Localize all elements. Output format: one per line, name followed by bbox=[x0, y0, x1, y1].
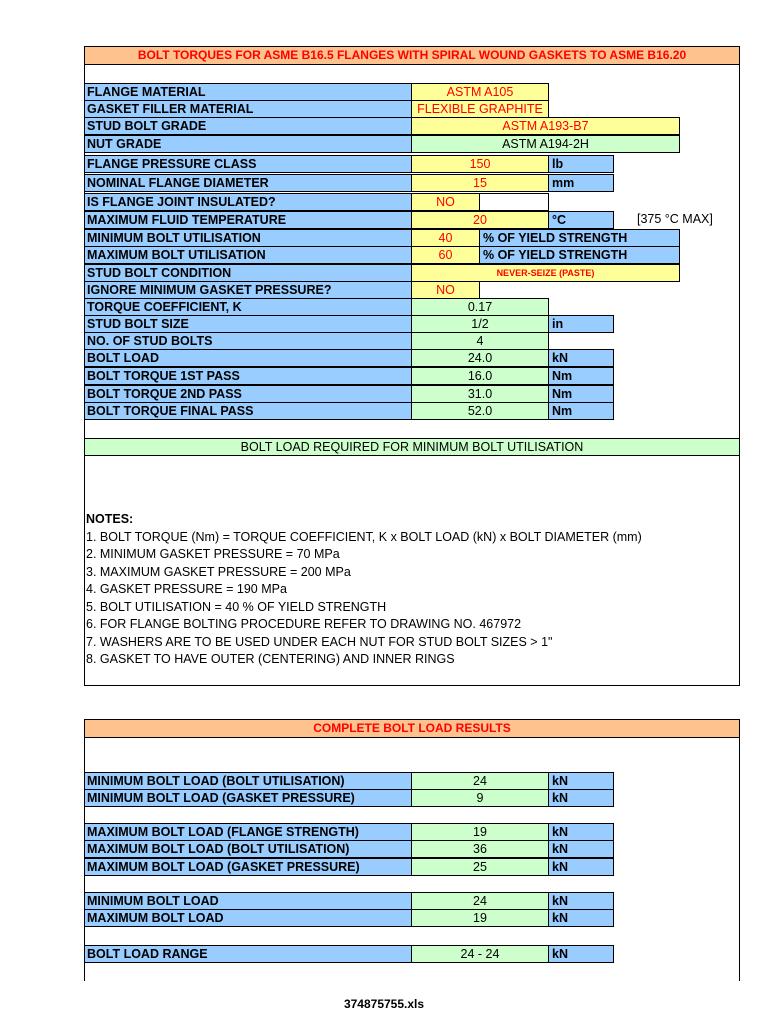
result-row-value: 36 bbox=[411, 840, 549, 858]
result-row-label: MINIMUM BOLT LOAD (GASKET PRESSURE) bbox=[84, 789, 412, 807]
result-row-value: 24 bbox=[411, 772, 549, 790]
torque-coeff-value: 0.17 bbox=[411, 298, 549, 316]
result-row-label: MAXIMUM BOLT LOAD (GASKET PRESSURE) bbox=[84, 858, 412, 876]
final-pass-unit: Nm bbox=[548, 402, 614, 420]
pressure-class-unit: lb bbox=[548, 155, 614, 173]
flange-material-value[interactable]: ASTM A105 bbox=[411, 83, 549, 101]
ignore-gasket-value[interactable]: NO bbox=[411, 281, 480, 299]
result-row-label: MINIMUM BOLT LOAD (BOLT UTILISATION) bbox=[84, 772, 412, 790]
pass2-label: BOLT TORQUE 2ND PASS bbox=[84, 385, 412, 403]
stud-condition-value[interactable]: NEVER-SEIZE (PASTE) bbox=[411, 264, 680, 282]
result-row-value: 9 bbox=[411, 789, 549, 807]
min-util-value[interactable]: 40 bbox=[411, 229, 480, 247]
note-line: 1. BOLT TORQUE (Nm) = TORQUE COEFFICIENT, K x BOLT LOAD (kN) x BOLT DIAMETER (mm) bbox=[86, 530, 642, 544]
gasket-filler-label: GASKET FILLER MATERIAL bbox=[84, 100, 412, 118]
final-pass-value: 52.0 bbox=[411, 402, 549, 420]
note-line: 8. GASKET TO HAVE OUTER (CENTERING) AND INNER RINGS bbox=[86, 652, 455, 666]
result-row-label: MAXIMUM BOLT LOAD (BOLT UTILISATION) bbox=[84, 840, 412, 858]
nut-grade-label: NUT GRADE bbox=[84, 135, 412, 153]
pass1-label: BOLT TORQUE 1ST PASS bbox=[84, 367, 412, 385]
min-util-unit: % OF YIELD STRENGTH bbox=[479, 229, 680, 247]
nominal-diameter-value[interactable]: 15 bbox=[411, 174, 549, 192]
result-row-unit: kN bbox=[548, 789, 614, 807]
insulated-label: IS FLANGE JOINT INSULATED? bbox=[84, 193, 412, 211]
result-row-unit: kN bbox=[548, 772, 614, 790]
insulated-value[interactable]: NO bbox=[411, 193, 480, 211]
stud-size-unit: in bbox=[548, 315, 614, 333]
file-name-footer: 374875755.xls bbox=[343, 997, 425, 1011]
stud-size-label: STUD BOLT SIZE bbox=[84, 315, 412, 333]
result-row-unit: kN bbox=[548, 892, 614, 910]
stud-size-value: 1/2 bbox=[411, 315, 549, 333]
no-studs-value: 4 bbox=[411, 332, 549, 350]
insulated-blank-cell bbox=[479, 193, 549, 211]
note-line: 2. MINIMUM GASKET PRESSURE = 70 MPa bbox=[86, 547, 340, 561]
flange-material-label: FLANGE MATERIAL bbox=[84, 83, 412, 101]
max-util-value[interactable]: 60 bbox=[411, 246, 480, 264]
max-temp-note: [375 °C MAX] bbox=[637, 212, 713, 226]
max-temp-unit: °C bbox=[548, 211, 614, 229]
result-row-unit: kN bbox=[548, 823, 614, 841]
pass2-unit: Nm bbox=[548, 385, 614, 403]
result-row-value: 24 bbox=[411, 892, 549, 910]
gasket-filler-value[interactable]: FLEXIBLE GRAPHITE bbox=[411, 100, 549, 118]
bolt-load-label: BOLT LOAD bbox=[84, 349, 412, 367]
stud-condition-label: STUD BOLT CONDITION bbox=[84, 264, 412, 282]
result-row-unit: kN bbox=[548, 840, 614, 858]
note-line: 7. WASHERS ARE TO BE USED UNDER EACH NUT FOR STUD BOLT SIZES > 1" bbox=[86, 635, 553, 649]
result-row-label: MAXIMUM BOLT LOAD (FLANGE STRENGTH) bbox=[84, 823, 412, 841]
note-line: 6. FOR FLANGE BOLTING PROCEDURE REFER TO DRAWING NO. 467972 bbox=[86, 617, 522, 631]
result-row-value: 19 bbox=[411, 823, 549, 841]
pass1-unit: Nm bbox=[548, 367, 614, 385]
max-util-label: MAXIMUM BOLT UTILISATION bbox=[84, 246, 412, 264]
result-row-value: 24 - 24 bbox=[411, 945, 549, 963]
result-row-value: 19 bbox=[411, 909, 549, 927]
note-line: 3. MAXIMUM GASKET PRESSURE = 200 MPa bbox=[86, 565, 351, 579]
max-temp-value[interactable]: 20 bbox=[411, 211, 549, 229]
result-row-value: 25 bbox=[411, 858, 549, 876]
notes-heading: NOTES: bbox=[86, 512, 134, 526]
nominal-diameter-label: NOMINAL FLANGE DIAMETER bbox=[84, 174, 412, 192]
nominal-diameter-unit: mm bbox=[548, 174, 614, 192]
pass1-value: 16.0 bbox=[411, 367, 549, 385]
bolt-load-value: 24.0 bbox=[411, 349, 549, 367]
pressure-class-value[interactable]: 150 bbox=[411, 155, 549, 173]
max-temp-label: MAXIMUM FLUID TEMPERATURE bbox=[84, 211, 412, 229]
nut-grade-value: ASTM A194-2H bbox=[411, 135, 680, 153]
result-row-unit: kN bbox=[548, 909, 614, 927]
note-line: 4. GASKET PRESSURE = 190 MPa bbox=[86, 582, 287, 596]
result-row-unit: kN bbox=[548, 945, 614, 963]
result-row-unit: kN bbox=[548, 858, 614, 876]
status-bar: BOLT LOAD REQUIRED FOR MINIMUM BOLT UTILISATION bbox=[84, 438, 740, 456]
min-util-label: MINIMUM BOLT UTILISATION bbox=[84, 229, 412, 247]
pass2-value: 31.0 bbox=[411, 385, 549, 403]
stud-grade-value[interactable]: ASTM A193-B7 bbox=[411, 117, 680, 135]
torque-coeff-label: TORQUE COEFFICIENT, K bbox=[84, 298, 412, 316]
stud-grade-label: STUD BOLT GRADE bbox=[84, 117, 412, 135]
note-line: 5. BOLT UTILISATION = 40 % OF YIELD STRENGTH bbox=[86, 600, 387, 614]
results-title: COMPLETE BOLT LOAD RESULTS bbox=[84, 719, 740, 738]
final-pass-label: BOLT TORQUE FINAL PASS bbox=[84, 402, 412, 420]
result-row-label: MAXIMUM BOLT LOAD bbox=[84, 909, 412, 927]
sheet-title: BOLT TORQUES FOR ASME B16.5 FLANGES WITH SPIRAL WOUND GASKETS TO ASME B16.20 bbox=[84, 46, 740, 65]
result-row-label: MINIMUM BOLT LOAD bbox=[84, 892, 412, 910]
result-row-label: BOLT LOAD RANGE bbox=[84, 945, 412, 963]
bolt-load-unit: kN bbox=[548, 349, 614, 367]
no-studs-label: NO. OF STUD BOLTS bbox=[84, 332, 412, 350]
ignore-gasket-label: IGNORE MINIMUM GASKET PRESSURE? bbox=[84, 281, 412, 299]
max-util-unit: % OF YIELD STRENGTH bbox=[479, 246, 680, 264]
pressure-class-label: FLANGE PRESSURE CLASS bbox=[84, 155, 412, 173]
